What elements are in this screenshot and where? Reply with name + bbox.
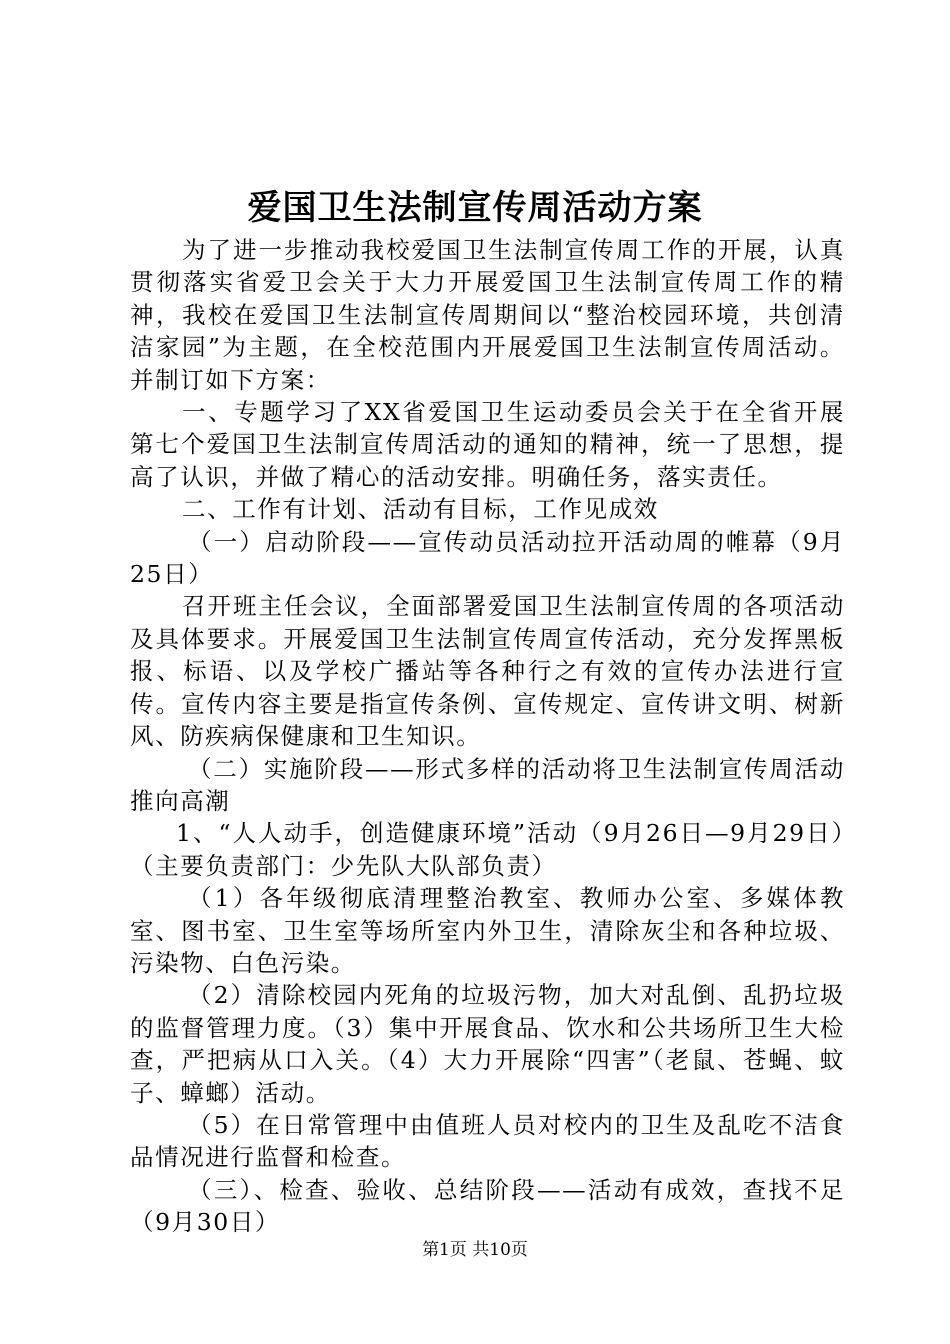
paragraph-item-5: （5）在日常管理中由值班人员对校内的卫生及乱吃不洁食品情况进行监督和检查。 xyxy=(130,1110,845,1172)
document-title: 爱国卫生法制宣传周活动方案 xyxy=(247,188,703,228)
paragraph-stage-1-heading: （一）启动阶段——宣传动员活动拉开活动周的帷幕（9月25日） xyxy=(130,527,845,589)
paragraph-section-2: 二、工作有计划、活动有目标，工作见成效 xyxy=(182,495,659,524)
document-body xyxy=(130,234,845,1239)
paragraph-items-2-4: （2）清除校园内死角的垃圾污物，加大对乱倒、乱扔垃圾的监督管理力度。（3）集中开展食品、饮水和公共场所卫生大检查，严把病从口入关。（4）大力开展除“四害”（老鼠、苍蝇、蚊子、蟑螂）活动。 xyxy=(130,981,845,1107)
paragraph-stage-3-heading: （三）、检查、验收、总结阶段——活动有成效，查找不足（9月30日） xyxy=(130,1175,845,1237)
paragraph-stage-1-body: 召开班主任会议，全面部署爱国卫生法制宣传周的各项活动及具体要求。开展爱国卫生法制宣传周宣传活动，充分发挥黑板报、标语、以及学校广播站等各种行之有效的宣传办法进行宣传。宣传内容主要是指宣传条例、宣传规定、宣传讲文明、树新风、防疾病保健康和卫生知识。 xyxy=(130,592,845,751)
paragraph-item-1: （1）各年级彻底清理整治教室、教师办公室、多媒体教室、图书室、卫生室等场所室内外卫生，清除灰尘和各种垃圾、污染物、白色污染。 xyxy=(130,884,845,977)
paragraph-stage-2-heading: （二）实施阶段——形式多样的活动将卫生法制宣传周活动推向高潮 xyxy=(130,754,845,815)
paragraph-section-1: 一、专题学习了XX省爱国卫生运动委员会关于在全省开展第七个爱国卫生法制宣传周活动的通知的精神，统一了思想，提高了认识，并做了精心的活动安排。明确任务，落实责任。 xyxy=(130,398,845,491)
paragraph-intro: 为了进一步推动我校爱国卫生法制宣传周工作的开展，认真贯彻落实省爱卫会关于大力开展爱国卫生法制宣传周工作的精神，我校在爱国卫生法制宣传周期间以“整治校园环境，共创清洁家园”为主题，在全校范围内开展爱国卫生法制宣传周活动。并制订如下方案： xyxy=(130,236,845,394)
page-number-footer: 第1页 共10页 xyxy=(422,1240,528,1260)
paragraph-activity-1: 1、“人人动手，创造健康环境”活动（9月26日—9月29日）（主要负责部门：少先队大队部负责） xyxy=(130,819,845,880)
